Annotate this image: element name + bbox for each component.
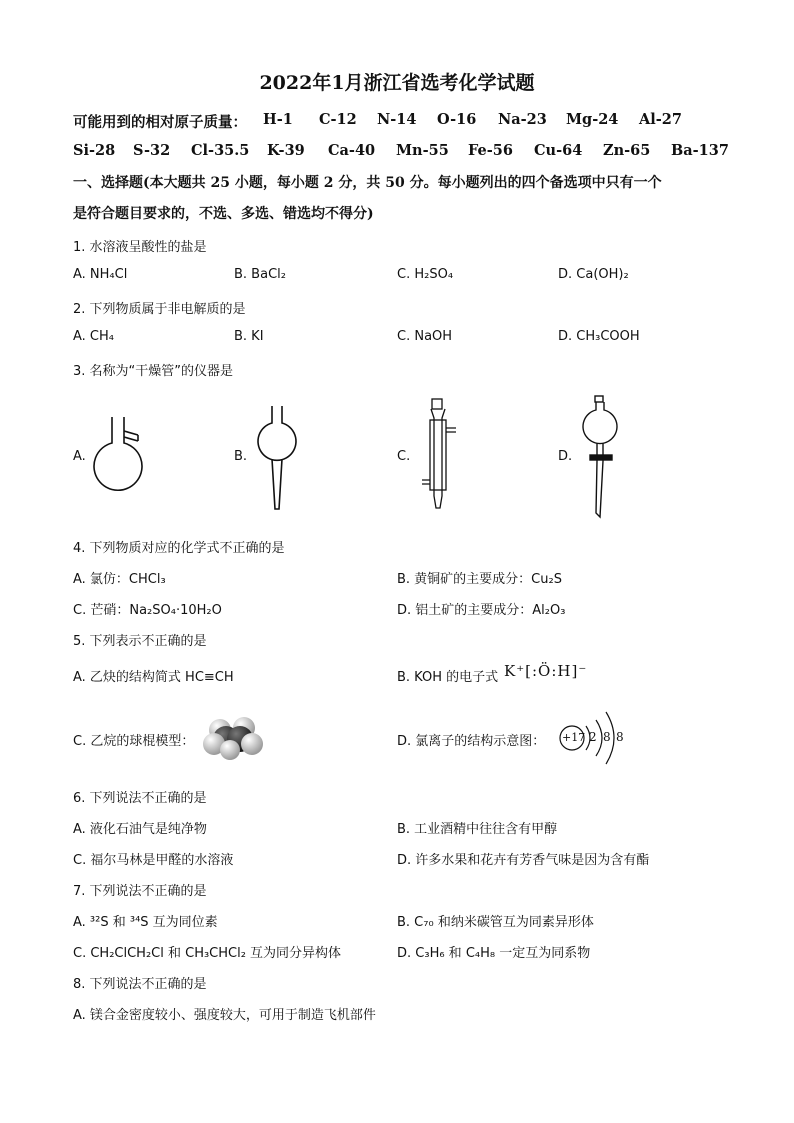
mass-item: S-32 [133, 142, 171, 159]
mass-item: Cl-35.5 [191, 142, 250, 159]
question-6-stem: 6. 下列说法不正确的是 [73, 791, 207, 806]
q4-option-b: B. 黄铜矿的主要成分：Cu₂S [397, 572, 562, 587]
mass-item: O-16 [437, 111, 477, 128]
q3-option-d: D. [558, 449, 573, 464]
q2-option-d: D. CH₃COOH [558, 329, 640, 344]
question-5-stem: 5. 下列表示不正确的是 [73, 634, 207, 649]
q3-option-a: A. [73, 449, 86, 464]
atomic-mass-row-1 [73, 111, 753, 131]
mass-item: Ca-40 [328, 142, 376, 159]
q4-option-a: A. 氯仿：CHCl₃ [73, 572, 166, 587]
mass-item: Zn-65 [603, 142, 651, 159]
q7-option-d: D. C₃H₆ 和 C₄H₈ 一定互为同系物 [397, 946, 591, 961]
ethane-ball-model-icon [200, 714, 264, 760]
mass-item: Ba-137 [671, 142, 729, 159]
q2-option-a: A. CH₄ [73, 329, 114, 344]
mass-item: K-39 [267, 142, 305, 159]
q5-option-d: D. 氯离子的结构示意图： [397, 734, 546, 749]
atomic-mass-row-2 [73, 142, 753, 162]
question-3-stem: 3. 名称为“干燥管”的仪器是 [73, 364, 234, 379]
q4-option-d: D. 铝土矿的主要成分：Al₂O₃ [397, 603, 566, 618]
q1-option-c: C. H₂SO₄ [397, 267, 454, 282]
shell-electrons-1: 2 [589, 730, 597, 744]
nucleus-charge: +17 [562, 731, 586, 744]
q3-option-b: B. [234, 449, 248, 464]
q5-option-b: B. KOH 的电子式 [397, 670, 499, 685]
q5-option-a: A. 乙炔的结构简式 HC≡CH [73, 670, 234, 685]
question-8-stem: 8. 下列说法不正确的是 [73, 977, 207, 992]
mass-item: Si-28 [73, 142, 116, 159]
mass-item: Mn-55 [396, 142, 449, 159]
section-heading-line-2: 是符合题目要求的，不选、多选、错选均不得分) [73, 206, 374, 222]
q6-option-d: D. 许多水果和花卉有芳香气味是因为含有酯 [397, 853, 650, 868]
question-4-stem: 4. 下列物质对应的化学式不正确的是 [73, 541, 285, 556]
page-title: 2022年1月浙江省选考化学试题 [259, 72, 535, 94]
condenser-icon [418, 396, 462, 516]
atomic-mass-label: 可能用到的相对原子质量： [73, 114, 247, 131]
mass-item: Fe-56 [468, 142, 513, 159]
q7-option-c: C. CH₂ClCH₂Cl 和 CH₃CHCl₂ 互为同分异构体 [73, 946, 342, 961]
mass-item: C-12 [319, 111, 357, 128]
section-heading-line-1: 一、选择题(本大题共 25 小题，每小题 2 分，共 50 分。每小题列出的四个备选项中只有一个 [73, 175, 662, 191]
drying-tube-icon [252, 403, 302, 513]
mass-item: Na-23 [498, 111, 547, 128]
q7-option-b: B. C₇₀ 和纳米碳管互为同素异形体 [397, 915, 594, 930]
shell-electrons-3: 8 [616, 730, 624, 744]
round-bottom-flask-icon [88, 413, 148, 503]
q6-option-a: A. 液化石油气是纯净物 [73, 822, 207, 837]
mass-item: H-1 [263, 111, 293, 128]
q2-option-c: C. NaOH [397, 329, 453, 344]
q7-option-a: A. ³²S 和 ³⁴S 互为同位素 [73, 915, 218, 930]
q2-option-b: B. KI [234, 329, 264, 344]
mass-item: N-14 [377, 111, 417, 128]
separatory-funnel-icon [578, 395, 622, 520]
mass-item: Mg-24 [566, 111, 619, 128]
q6-option-c: C. 福尔马林是甲醛的水溶液 [73, 853, 234, 868]
question-7-stem: 7. 下列说法不正确的是 [73, 884, 207, 899]
q8-option-a: A. 镁合金密度较小、强度较大，可用于制造飞机部件 [73, 1008, 376, 1023]
q1-option-a: A. NH₄Cl [73, 267, 128, 282]
shell-electrons-2: 8 [603, 730, 611, 744]
q4-option-c: C. 芒硝：Na₂SO₄·10H₂O [73, 603, 222, 618]
mass-item: Al-27 [639, 111, 682, 128]
q6-option-b: B. 工业酒精中往往含有甲醇 [397, 822, 558, 837]
q5-option-c: C. 乙烷的球棍模型： [73, 734, 195, 749]
question-2-stem: 2. 下列物质属于非电解质的是 [73, 302, 246, 317]
question-1-stem: 1. 水溶液呈酸性的盐是 [73, 240, 207, 255]
q1-option-b: B. BaCl₂ [234, 267, 286, 282]
q1-option-d: D. Ca(OH)₂ [558, 267, 629, 282]
mass-item: Cu-64 [534, 142, 583, 159]
q3-option-c: C. [397, 449, 411, 464]
koh-electron-formula: K⁺[:Ö:H]⁻ [504, 662, 588, 680]
